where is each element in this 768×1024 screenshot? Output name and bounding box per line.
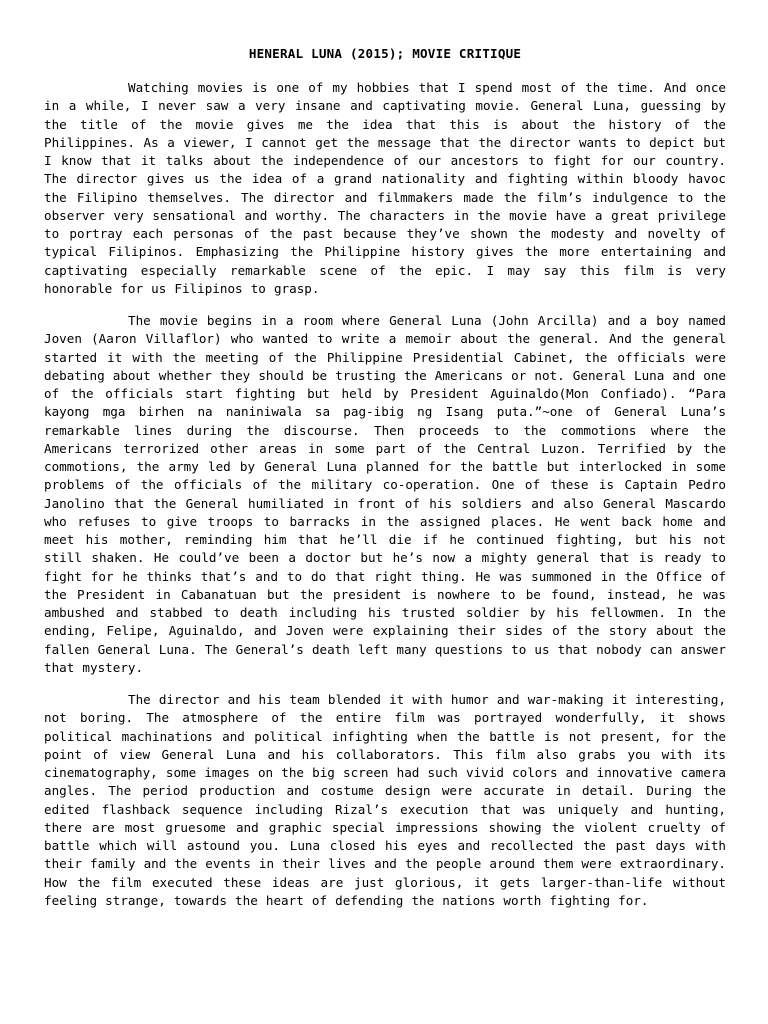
paragraph-3: The director and his team blended it with humor and war-making it interesting, not boring. The atmosphere of the entire film was portrayed wonderfully, it shows political machinations and political infighting when the battle is not present, for the point of view General Luna and his collaborators. This film also grabs you with its cinematography, some images on the big screen had such vivid colors and innovative camera angles. The period production and costume design were accurate in detail. During the edited flashback sequence including Rizal’s execution that was uniquely and hunting, there are most gruesome and graphic special impressions showing the violent cruelty of battle which will astound you. Luna closed his eyes and recollected the past days with their family and the events in their lives and the people around them were extraordinary. How the film executed these ideas are just glorious, it gets larger-than-life without feeling strange, towards the heart of defending the nations worth fighting for. — [44, 692, 726, 908]
paragraph-1: Watching movies is one of my hobbies that I spend most of the time. And once in a while, I never saw a very insane and captivating movie. General Luna, guessing by the title of the movie gives me the idea that this is about the history of the Philippines. As a viewer, I cannot get the message that the director wants to depict but I know that it talks about the independence of our ancestors to fight for our country. The director gives us the idea of a grand nationality and fighting within bloody havoc the Filipino themselves. The director and filmmakers made the film’s indulgence to the observer very sensational and worthy. The characters in the movie have a great privilege to portray each personas of the past because they’ve shown the modesty and novelty of typical Filipinos. Emphasizing the Philippine history gives the more entertaining and captivating especially remarkable scene of the epic. I may say this film is very honorable for us Filipinos to grasp. — [44, 80, 726, 296]
page-title: HENERAL LUNA (2015); MOVIE CRITIQUE — [248, 46, 522, 61]
paragraph-2: The movie begins in a room where General Luna (John Arcilla) and a boy named Joven (Aaron Villaflor) who wanted to write a memoir about the general. And the general started it with the meeting of the Philippine Presidential Cabinet, the officials were debating about whether they should be trusting the Americans or not. General Luna and one of the officials start fighting but held by President Aguinaldo(Mon Confiado). “Para kayong mga birhen na naniniwala sa pag-ibig ng Isang puta.”~one of General Luna’s remarkable lines during the discourse. Then proceeds to the commotions where the Americans terrorized other areas in some part of the Central Luzon. Terrified by the commotions, the army led by General Luna planned for the battle but interlocked in some problems of the officials of the military co-operation. One of these is Captain Pedro Janolino that the General humiliated in front of his soldiers and also General Mascardo who refuses to give troops to barracks in the assigned places. He went back home and meet his mother, reminding him that he’ll die if he continued fighting, but his not still shaken. He could’ve been a doctor but he’s now a mighty general that is ready to fight for he thinks that’s and to do that right thing. He was summoned in the Office of the President in Cabanatuan but the president is nowhere to be found, instead, he was ambushed and stabbed to death including his trusted soldier by his fellowmen. In the ending, Felipe, Aguinaldo, and Joven were explaining their sides of the story about the fallen General Luna. The General’s death left many questions to us that nobody can answer that mystery. — [44, 313, 726, 675]
